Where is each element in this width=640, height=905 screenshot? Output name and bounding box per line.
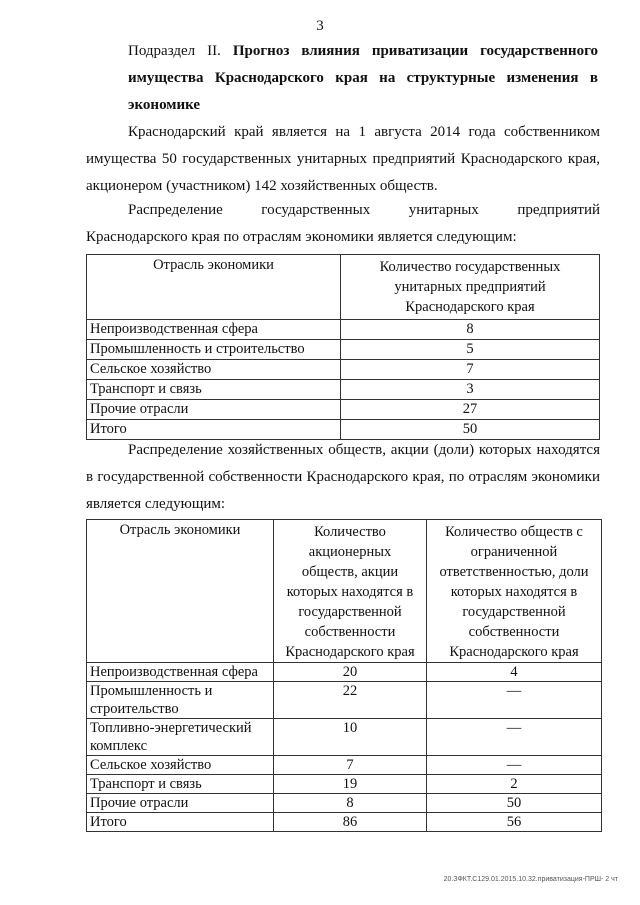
table-cell-count: 50	[341, 420, 600, 440]
table-cell-count: 27	[341, 400, 600, 420]
table-header-cell: Количество обществ с ограниченной ответственностью, доли которых находятся в государственной собственности Краснодарского края	[427, 520, 602, 663]
table-row	[87, 775, 602, 794]
paragraph-companies-distribution: Распределение хозяйственных обществ, акции (доли) которых находятся в государственной собственности Краснодарского края, по отраслям экономики является следующим:	[86, 442, 600, 512]
table-row	[87, 340, 600, 360]
section-heading-prefix: Подраздел II.	[128, 43, 221, 59]
table-cell-sector: Топливно-энергетический комплекс	[87, 719, 274, 756]
table-cell-count: 5	[341, 340, 600, 360]
table-row	[87, 360, 600, 380]
table-cell-llc-count: 4	[427, 663, 602, 682]
table-cell-sector: Сельское хозяйство	[87, 360, 341, 380]
table-header-cell: Количество государственных унитарных предприятий Краснодарского края	[341, 255, 600, 320]
table-cell-sector: Сельское хозяйство	[87, 756, 274, 775]
table-cell-jsc-count: 19	[274, 775, 427, 794]
table-cell-sector: Непроизводственная сфера	[87, 320, 341, 340]
table-cell-llc-count: 2	[427, 775, 602, 794]
table-cell-llc-count: —	[427, 719, 602, 756]
table-row	[87, 794, 602, 813]
table-cell-sector: Непроизводственная сфера	[87, 663, 274, 682]
table-cell-jsc-count: 22	[274, 682, 427, 719]
table-row	[87, 663, 602, 682]
table-cell-sector: Промышленность и строительство	[87, 682, 274, 719]
gup-distribution-table	[86, 254, 600, 440]
page-number: 3	[316, 18, 324, 34]
table-cell-sector: Прочие отрасли	[87, 794, 274, 813]
document-footer-code: 20.ЗФКТ.С129.01.2015.10.32.приватизация-ПРШ- 2 чт	[443, 876, 618, 883]
table-cell-sector: Итого	[87, 813, 274, 832]
table-cell-sector: Транспорт и связь	[87, 775, 274, 794]
table-cell-jsc-count: 10	[274, 719, 427, 756]
table-cell-llc-count: 56	[427, 813, 602, 832]
table-header-cell: Количество акционерных обществ, акции которых находятся в государственной собственности Краснодарского края	[274, 520, 427, 663]
table-cell-sector: Промышленность и строительство	[87, 340, 341, 360]
table-cell-jsc-count: 20	[274, 663, 427, 682]
table-cell-count: 7	[341, 360, 600, 380]
table-cell-jsc-count: 7	[274, 756, 427, 775]
table-cell-sector: Итого	[87, 420, 341, 440]
table-row	[87, 380, 600, 400]
table-row	[87, 813, 602, 832]
table-cell-sector: Транспорт и связь	[87, 380, 341, 400]
table-row	[87, 756, 602, 775]
table-cell-llc-count: —	[427, 682, 602, 719]
table-header-row	[87, 255, 600, 320]
table-header-row	[87, 520, 602, 663]
table-cell-sector: Прочие отрасли	[87, 400, 341, 420]
paragraph-gup-distribution: Распределение государственных унитарных предприятий Краснодарского края по отраслям экономики является следующим:	[86, 202, 600, 245]
table-cell-count: 3	[341, 380, 600, 400]
table-cell-llc-count: 50	[427, 794, 602, 813]
paragraph-ownership: Краснодарский край является на 1 августа 2014 года собственником имущества 50 государственных унитарных предприятий Краснодарского края, акционером (участником) 142 хозяйственных обществ.	[86, 124, 600, 194]
table-cell-count: 8	[341, 320, 600, 340]
table-header-cell: Отрасль экономики	[87, 520, 274, 663]
table-header-cell: Отрасль экономики	[87, 255, 341, 320]
section-heading-title: Прогноз влияния приватизации государственного имущества Краснодарского края на структурные изменения в экономике	[128, 43, 599, 113]
section-heading	[128, 38, 598, 119]
table-cell-jsc-count: 86	[274, 813, 427, 832]
table-row	[87, 682, 602, 719]
table-row	[87, 400, 600, 420]
table-cell-jsc-count: 8	[274, 794, 427, 813]
table-cell-llc-count: —	[427, 756, 602, 775]
table-row	[87, 320, 600, 340]
companies-distribution-table	[86, 519, 602, 832]
table-row	[87, 719, 602, 756]
